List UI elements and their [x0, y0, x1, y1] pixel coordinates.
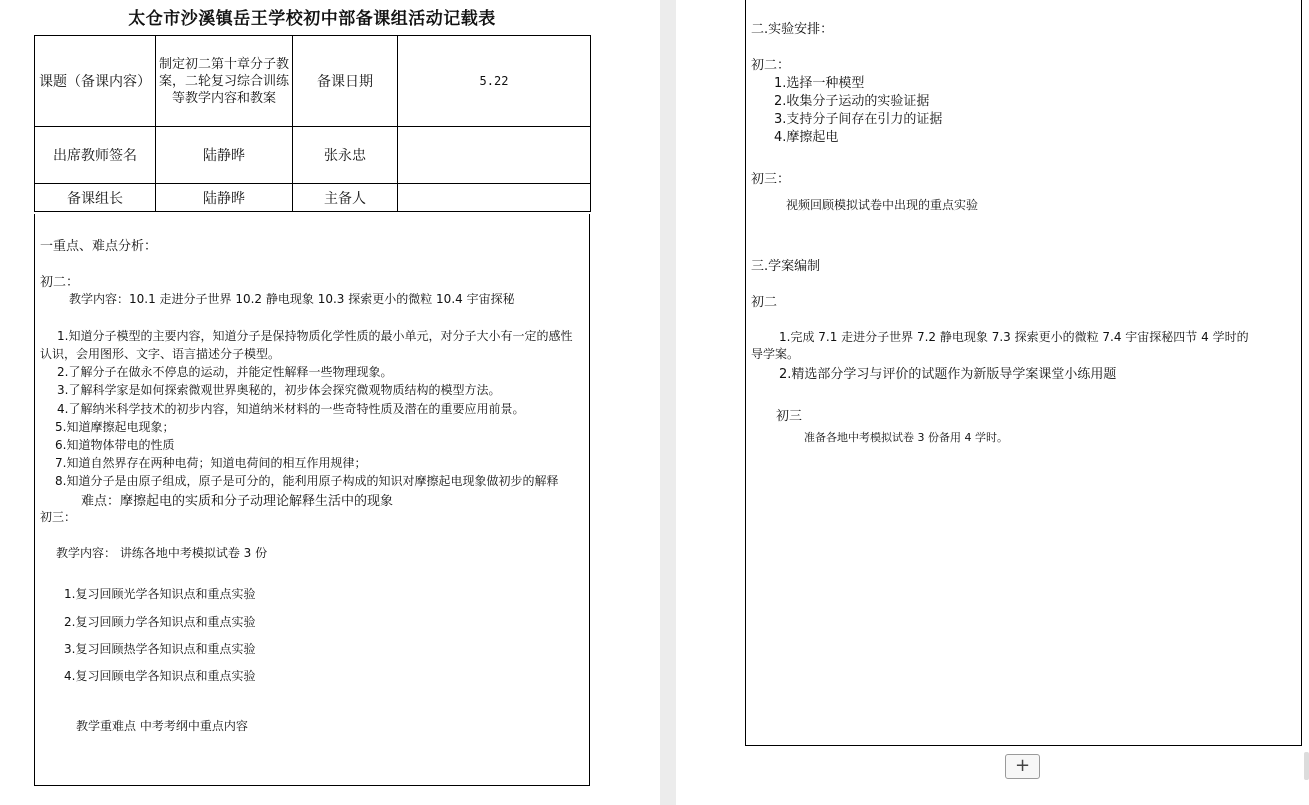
leader-value: 陆静晔 [156, 184, 293, 212]
grade8-point: 认识，会用图形、文字、语言描述分子模型。 [40, 347, 281, 361]
attendees-label: 出席教师签名 [35, 127, 156, 184]
meta-row-leader [35, 184, 591, 212]
grade9-focus: 教学重难点 中考考纲中重点内容 [76, 719, 248, 733]
plan-item-1: 1.完成 7.1 走进分子世界 7.2 静电现象 7.3 探索更小的微粒 7.4 宇宙探秘四节 4 学时的 [779, 330, 1249, 344]
grade8-point: 8.知道分子是由原子组成，原子是可分的，能利用原子构成的知识对摩擦起电现象做初步的解释 [55, 474, 559, 488]
experiment-item: 3.支持分子间存在引力的证据 [774, 112, 943, 127]
grade9-point: 4.复习回顾电学各知识点和重点实验 [64, 669, 256, 683]
grade8-point: 1.知道分子模型的主要内容，知道分子是保持物质化学性质的最小单元，对分子大小有一定的感性 [57, 329, 573, 343]
analysis-heading: 一重点、难点分析： [40, 239, 158, 254]
grade9-point: 1.复习回顾光学各知识点和重点实验 [64, 587, 256, 601]
preparer-label: 主备人 [293, 184, 398, 212]
grade8-label-plan: 初二 [751, 295, 778, 310]
section2-title: 二.实验安排： [751, 22, 834, 37]
scrollbar-edge[interactable] [1304, 752, 1309, 780]
attendee-3 [398, 127, 591, 184]
grade8-point: 2.了解分子在做永不停息的运动，并能定性解释一些物理现象。 [57, 365, 393, 379]
date-value: 5.22 [398, 36, 591, 127]
meta-table [34, 35, 591, 212]
section3-title: 三.学案编制 [751, 259, 821, 274]
grade9-plan: 准备各地中考模拟试卷 3 份备用 4 学时。 [804, 431, 1008, 444]
experiment-item: 1.选择一种模型 [774, 76, 865, 91]
meta-row-attendees [35, 127, 591, 184]
add-page-button[interactable] [1005, 754, 1040, 779]
grade9-teaching-content: 教学内容： 讲练各地中考模拟试卷 3 份 [56, 546, 268, 560]
grade9-experiment: 视频回顾模拟试卷中出现的重点实验 [786, 198, 979, 212]
leader-label: 备课组长 [35, 184, 156, 212]
experiment-item: 4.摩擦起电 [774, 130, 839, 145]
topic-value: 制定初二第十章分子教案，二轮复习综合训练等教学内容和教案 [156, 36, 293, 127]
grade8-point: 7.知道自然界存在两种电荷；知道电荷间的相互作用规律； [55, 456, 367, 470]
topic-label: 课题（备课内容） [35, 36, 156, 127]
page-gutter [660, 0, 676, 805]
plan-content [745, 0, 1302, 746]
attendee-1: 陆静晔 [156, 127, 293, 184]
grade9-point: 2.复习回顾力学各知识点和重点实验 [64, 615, 256, 629]
preparer-value [398, 184, 591, 212]
grade9-label-plan: 初三 [776, 409, 803, 424]
grade8-point: 3.了解科学家是如何探索微观世界奥秘的，初步体会探究微观物质结构的模型方法。 [57, 383, 501, 397]
grade8-point: 4.了解纳米科学技术的初步内容，知道纳米材料的一些奇特性质及潜在的重要应用前景。 [57, 402, 525, 416]
grade9-label-right: 初三： [751, 172, 791, 187]
grade8-teaching-content: 教学内容：10.1 走进分子世界 10.2 静电现象 10.3 探索更小的微粒 10.4 宇宙探秘 [69, 292, 515, 306]
meta-row-topic [35, 36, 591, 127]
plan-item-1-cont: 导学案。 [751, 347, 800, 361]
date-label: 备课日期 [293, 36, 398, 127]
grade9-label: 初三： [40, 510, 77, 524]
experiment-item: 2.收集分子运动的实验证据 [774, 94, 930, 109]
document-title: 太仓市沙溪镇岳王学校初中部备课组活动记载表 [128, 9, 496, 29]
grade9-point: 3.复习回顾热学各知识点和重点实验 [64, 642, 256, 656]
grade8-point: 5.知道摩擦起电现象； [55, 420, 175, 434]
grade8-point: 6.知道物体带电的性质 [55, 438, 175, 452]
grade8-label: 初二： [40, 275, 80, 290]
grade8-label-right: 初二： [751, 58, 791, 73]
plan-item-2: 2.精选部分学习与评价的试题作为新版导学案课堂小练用题 [779, 367, 1117, 382]
grade8-difficulty: 难点：摩擦起电的实质和分子动理论解释生活中的现象 [81, 494, 394, 509]
attendee-2: 张永忠 [293, 127, 398, 184]
analysis-content [34, 214, 590, 786]
plus-icon: + [1014, 755, 1031, 776]
